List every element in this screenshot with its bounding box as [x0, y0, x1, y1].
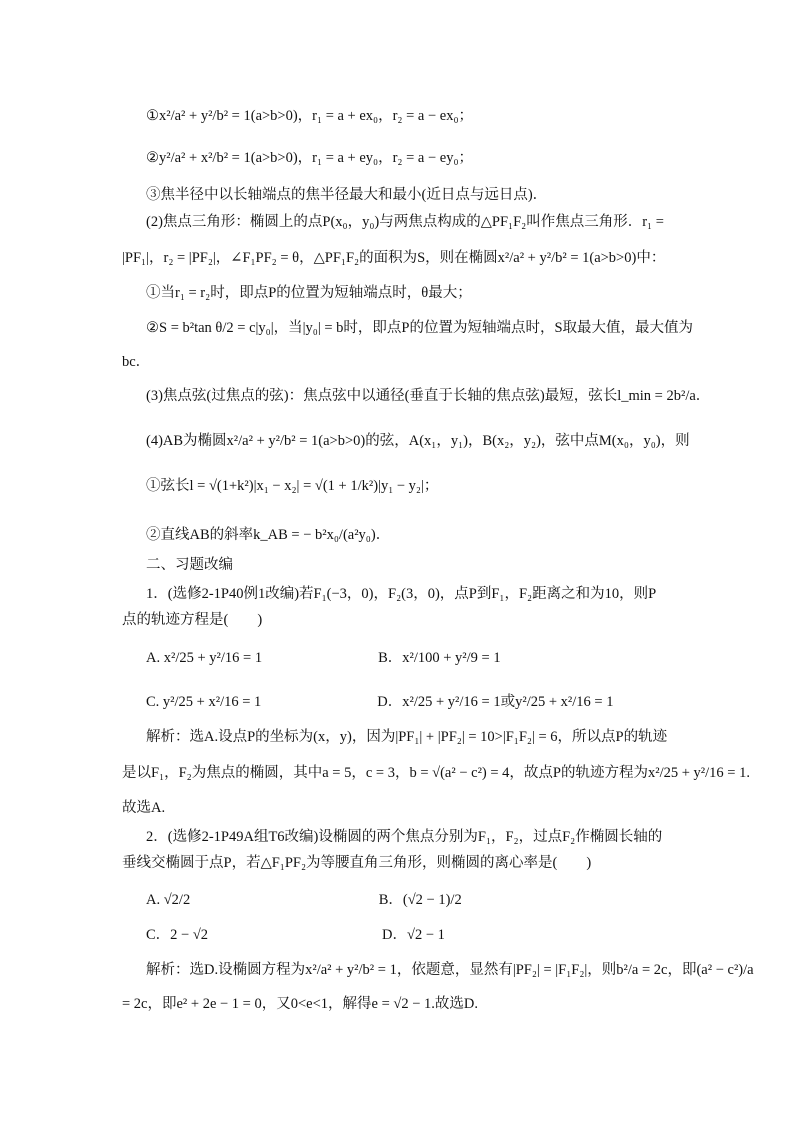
- question-2-options-ab: A. √2/2 B．(√2 − 1)/2: [146, 892, 462, 908]
- section-heading: 二、习题改编: [146, 557, 233, 573]
- question-1-solution-end: 故选A.: [122, 800, 166, 816]
- text-line: (2)焦点三角形：椭圆上的点P(x₀，y₀)与两焦点构成的△PF₁F₂叫作焦点三角形．r₁ =: [146, 214, 664, 230]
- question-2-options-cd: C．2 − √2 D．√2 − 1: [146, 927, 445, 943]
- text-line: ①当r₁ = r₂时，即点P的位置为短轴端点时，θ最大；: [146, 285, 472, 301]
- text-line: (3)焦点弦(过焦点的弦)：焦点弦中以通径(垂直于长轴的焦点弦)最短，弦长l_min = 2b²/a．: [146, 388, 711, 404]
- question-2-stem: 2．(选修2-1P49A组T6改编)设椭圆的两个焦点分别为F₁，F₂，过点F₂作椭圆长轴的: [146, 829, 663, 845]
- question-2-solution-cont: = 2c，即e² + 2e − 1 = 0，又0<e<1，解得e = √2 − 1.故选D.: [122, 996, 478, 1012]
- text-line: ③焦半径中以长轴端点的焦半径最大和最小(近日点与远日点)．: [146, 187, 548, 203]
- text-line: ②S = b²tan θ/2 = c|y₀|，当|y₀| = b时，即点P的位置为短轴端点时，S取最大值，最大值为: [146, 320, 694, 336]
- question-1-options-ab: A. x²/25 + y²/16 = 1 B．x²/100 + y²/9 = 1: [146, 650, 501, 666]
- text-line: |PF₁|，r₂ = |PF₂|，∠F₁PF₂ = θ，△PF₁F₂的面积为S，则在椭圆x²/a² + y²/b² = 1(a>b>0)中：: [122, 250, 666, 266]
- question-1-stem: 1．(选修2-1P40例1改编)若F₁(−3，0)，F₂(3，0)，点P到F₁，F₂距离之和为10，则P: [146, 586, 657, 602]
- text-line: ①弦长l = √(1+k²)|x₁ − x₂| = √(1 + 1/k²)|y₁ − y₂|；: [146, 478, 439, 494]
- question-1-solution-cont: 是以F₁，F₂为焦点的椭圆，其中a = 5，c = 3，b = √(a² − c²) = 4，故点P的轨迹方程为x²/25 + y²/16 = 1.: [122, 765, 750, 781]
- text-line: ②直线AB的斜率k_AB = − b²x₀/(a²y₀)．: [146, 527, 391, 543]
- text-line: ②y²/a² + x²/b² = 1(a>b>0)，r₁ = a + ey₀，r₂ = a − ey₀；: [146, 150, 474, 166]
- question-1-options-cd: C. y²/25 + x²/16 = 1 D．x²/25 + y²/16 = 1或y²/25 + x²/16 = 1: [146, 694, 614, 710]
- question-1-solution: 解析：选A.设点P的坐标为(x，y)，因为|PF₁| + |PF₂| = 10>|F₁F₂| = 6，所以点P的轨迹: [146, 729, 668, 745]
- question-2-solution: 解析：选D.设椭圆方程为x²/a² + y²/b² = 1，依题意，显然有|PF₂| = |F₁F₂|，则b²/a = 2c，即(a² − c²)/a: [146, 962, 754, 978]
- question-1-stem-cont: 点的轨迹方程是( ): [122, 612, 263, 628]
- question-2-stem-cont: 垂线交椭圆于点P，若△F₁PF₂为等腰直角三角形，则椭圆的离心率是( ): [122, 855, 592, 871]
- text-line: ①x²/a² + y²/b² = 1(a>b>0)，r₁ = a + ex₀，r₂ = a − ex₀；: [146, 108, 474, 124]
- text-line: bc．: [122, 354, 151, 370]
- text-line: (4)AB为椭圆x²/a² + y²/b² = 1(a>b>0)的弦，A(x₁，y₁)，B(x₂，y₂)，弦中点M(x₀，y₀)，则: [146, 433, 690, 449]
